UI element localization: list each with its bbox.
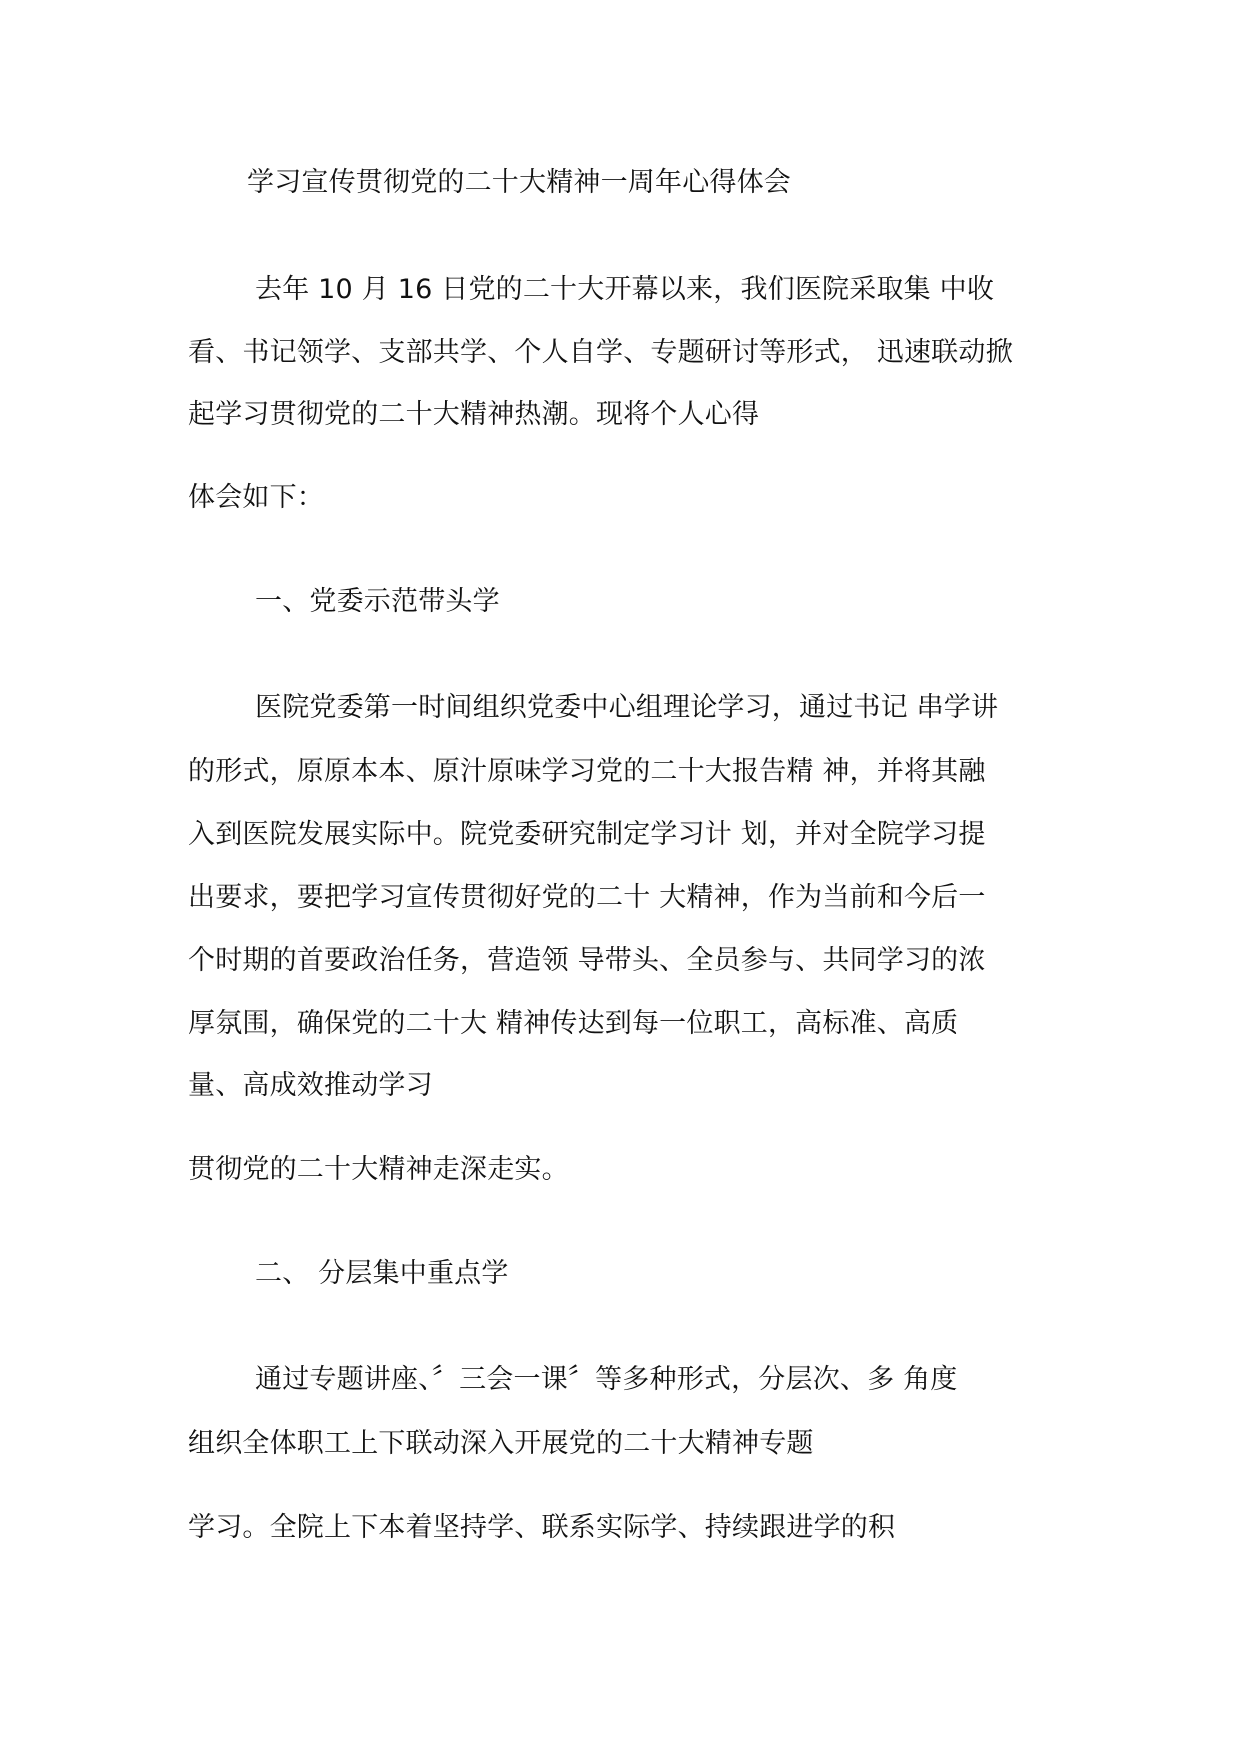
paragraph-line: 厚氛围，确保党的二十大 精神传达到每一位职工，高标准、高质 [188,1008,959,1039]
document-title: 学习宣传贯彻党的二十大精神一周年心得体会 [247,167,791,198]
section-heading: 一、党委示范带头学 [255,586,500,617]
paragraph-line: 组织全体职工上下联动深入开展党的二十大精神专题 [188,1428,814,1459]
paragraph-line: 出要求，要把学习宣传贯彻好党的二十 大精神，作为当前和今后一 [188,882,986,913]
section-heading: 二、 分层集中重点学 [255,1258,509,1289]
paragraph-line: 看、书记领学、支部共学、个人自学、专题研讨等形式， 迅速联动掀 [188,337,1013,368]
paragraph-line: 个时期的首要政治任务，营造领 导带头、全员参与、共同学习的浓 [188,945,986,976]
paragraph-line: 通过专题讲座、〞三会一课〞等多种形式，分层次、多 角度 [255,1364,958,1395]
paragraph-line: 贯彻党的二十大精神走深走实。 [188,1154,569,1185]
paragraph-line: 体会如下： [188,482,324,513]
paragraph-line: 去年 10 月 16 日党的二十大开幕以来，我们医院采取集 中收 [255,274,995,305]
paragraph-line: 医院党委第一时间组织党委中心组理论学习，通过书记 串学讲 [255,692,999,723]
paragraph-line: 入到医院发展实际中。院党委研究制定学习计 划，并对全院学习提 [188,819,986,850]
paragraph-line: 量、高成效推动学习 [188,1070,433,1101]
paragraph-line: 学习。全院上下本着坚持学、联系实际学、持续跟进学的积 [188,1512,896,1543]
paragraph-line: 起学习贯彻党的二十大精神热潮。现将个人心得 [188,399,760,430]
paragraph-line: 的形式，原原本本、原汁原味学习党的二十大报告精 神，并将其融 [188,756,986,787]
